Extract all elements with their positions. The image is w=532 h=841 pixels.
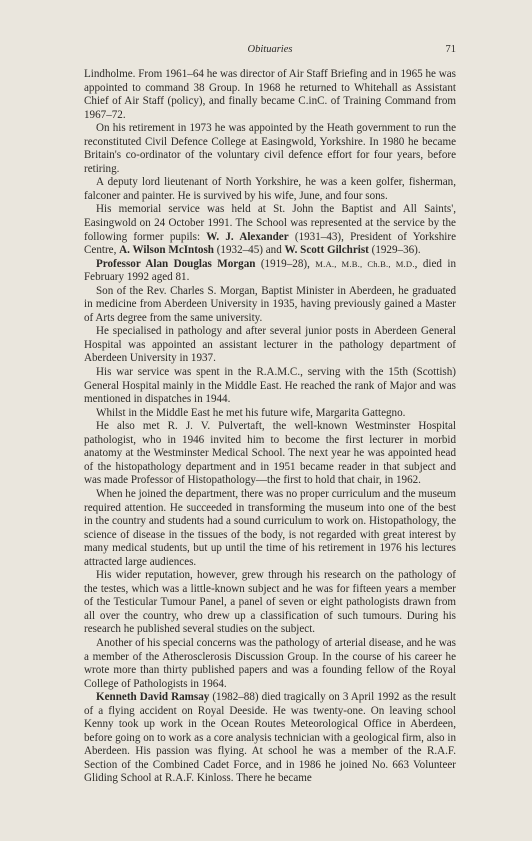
obituary-heading-morgan: [84, 258, 456, 285]
paragraph-career: [84, 68, 456, 122]
paragraph-text: Whilst in the Middle East he met his future wife, Margarita Gattegno.: [96, 406, 406, 419]
paragraph-text: Lindholme. From 1961–64 he was director of Air Staff Briefing and in 1965 he was appointed to command 38 Group. In 1968 he returned to Whitehall as Assistant Chief of Air Staff (policy), and finally became C.inC. of Training Command from 1967–72.: [84, 68, 456, 121]
page-number: 71: [445, 44, 456, 55]
paragraph-text: When he joined the department, there was no proper curriculum and the museum required attention. He succeeded in transforming the museum into one of the best in the country and students had a sound curriculum to work on. Histopathology, the science of disease in the tissues of the body, is not regarded with great interest by many medical students, but up until the time of his retirement in 1976 his lectures attracted large audiences.: [84, 487, 456, 568]
paragraph-research: [84, 569, 456, 637]
paragraph-wife: [84, 407, 456, 421]
running-head: [84, 44, 456, 58]
paragraph-text: (1931–43), President of Yorkshire Centre,: [84, 230, 456, 257]
paragraph-text: (1919–28),: [255, 257, 316, 270]
paragraph-text: (1932–45) and: [213, 244, 285, 257]
deceased-name: Professor Alan Douglas Morgan: [96, 257, 256, 270]
paragraph-text: He specialised in pathology and after several junior posts in Aberdeen General Hospital was appointed an assistant lecturer in the pathology department of Aberdeen University in 1937.: [84, 325, 456, 365]
paragraph-text: Son of the Rev. Charles S. Morgan, Baptist Minister in Aberdeen, he graduated in medicine from Aberdeen University in 1935, having previously gained a Master of Arts degree from the same university.: [84, 284, 456, 324]
paragraph-arterial-disease: [84, 637, 456, 691]
paragraph-text: He also met R. J. V. Pulvertaft, the well-known Westminster Hospital pathologist, who in 1946 invited him to become the first lecturer in morbid anatomy at the Westminster Medical School. The next year he was appointed head of the histopathology department and in 1951 became reader in that subject and was made Professor of Histopathology—the first to hold that chair, in 1962.: [84, 420, 456, 487]
paragraph-text: (1982–88) died tragically on 3 April 1992 as the result of a flying accident on Royal Deeside. He was twenty-one. On leaving school Kenny took up work in the Ocean Routes Meteorological Office in Aberdeen, before going on to work as a core analysis technician with a geological firm, also in Aberdeen. His passion was flying. At school he was a member of the R.A.F. Section of the Combined Cadet Force, and in 1986 he joined No. 663 Volunteer Gliding School at R.A.F. Kinloss. There he became: [84, 691, 456, 785]
paragraph-war-service: [84, 366, 456, 407]
paragraph-department: [84, 488, 456, 569]
paragraph-pathology: [84, 325, 456, 366]
paragraph-hobbies: [84, 176, 456, 203]
paragraph-text: Another of his special concerns was the pathology of arterial disease, and he was a member of the Atherosclerosis Discussion Group. In the course of his career he wrote more than thirty published papers and was a founding fellow of the Royal College of Pathologists in 1964.: [84, 636, 456, 690]
pupil-name: W. Scott Gilchrist: [284, 244, 369, 257]
paragraph-text: A deputy lord lieutenant of North Yorkshire, he was a keen golfer, fisherman, falconer and painter. He is survived by his wife, June, and four sons.: [84, 176, 456, 202]
paragraph-text: , died in February 1992 aged 81.: [84, 257, 456, 284]
obituary-heading-ramsay: [84, 691, 456, 786]
obituaries-body: [84, 68, 456, 786]
running-title: Obituaries: [247, 44, 293, 55]
paragraph-retirement: [84, 122, 456, 176]
paragraph-westminster: [84, 420, 456, 488]
paragraph-text: His war service was spent in the R.A.M.C., serving with the 15th (Scottish) General Hospital mainly in the Middle East. He reached the rank of Major and was mentioned in dispatches in 1944.: [84, 366, 456, 406]
paragraph-text: His wider reputation, however, grew through his research on the pathology of the testes, which was a little-known subject and he was for fifteen years a member of the Testicular Tumour Panel, a panel of seven or eight pathologists drawn from all over the country, who drew up a classification of such tumours. During his research he published several studies on the subject.: [84, 569, 456, 636]
degrees: M.A., M.B., Ch.B., M.D.: [315, 258, 415, 269]
paragraph-education: [84, 285, 456, 326]
paragraph-text: (1929–36).: [368, 244, 421, 257]
pupil-name: W. J. Alexander: [206, 230, 289, 243]
paragraph-memorial: [84, 203, 456, 257]
paragraph-text: His memorial service was held at St. John the Baptist and All Saints', Easingwold on 24 October 1991. The School was represented at the service by the following former pupils:: [84, 203, 456, 243]
deceased-name: Kenneth David Ramsay: [96, 691, 210, 704]
paragraph-text: On his retirement in 1973 he was appointed by the Heath government to run the reconstituted Civil Defence College at Easingwold, Yorkshire. In 1980 he became Britain's co-ordinator of the voluntary civil defence effort for four years, before retiring.: [84, 122, 456, 175]
pupil-name: A. Wilson McIntosh: [119, 244, 214, 257]
